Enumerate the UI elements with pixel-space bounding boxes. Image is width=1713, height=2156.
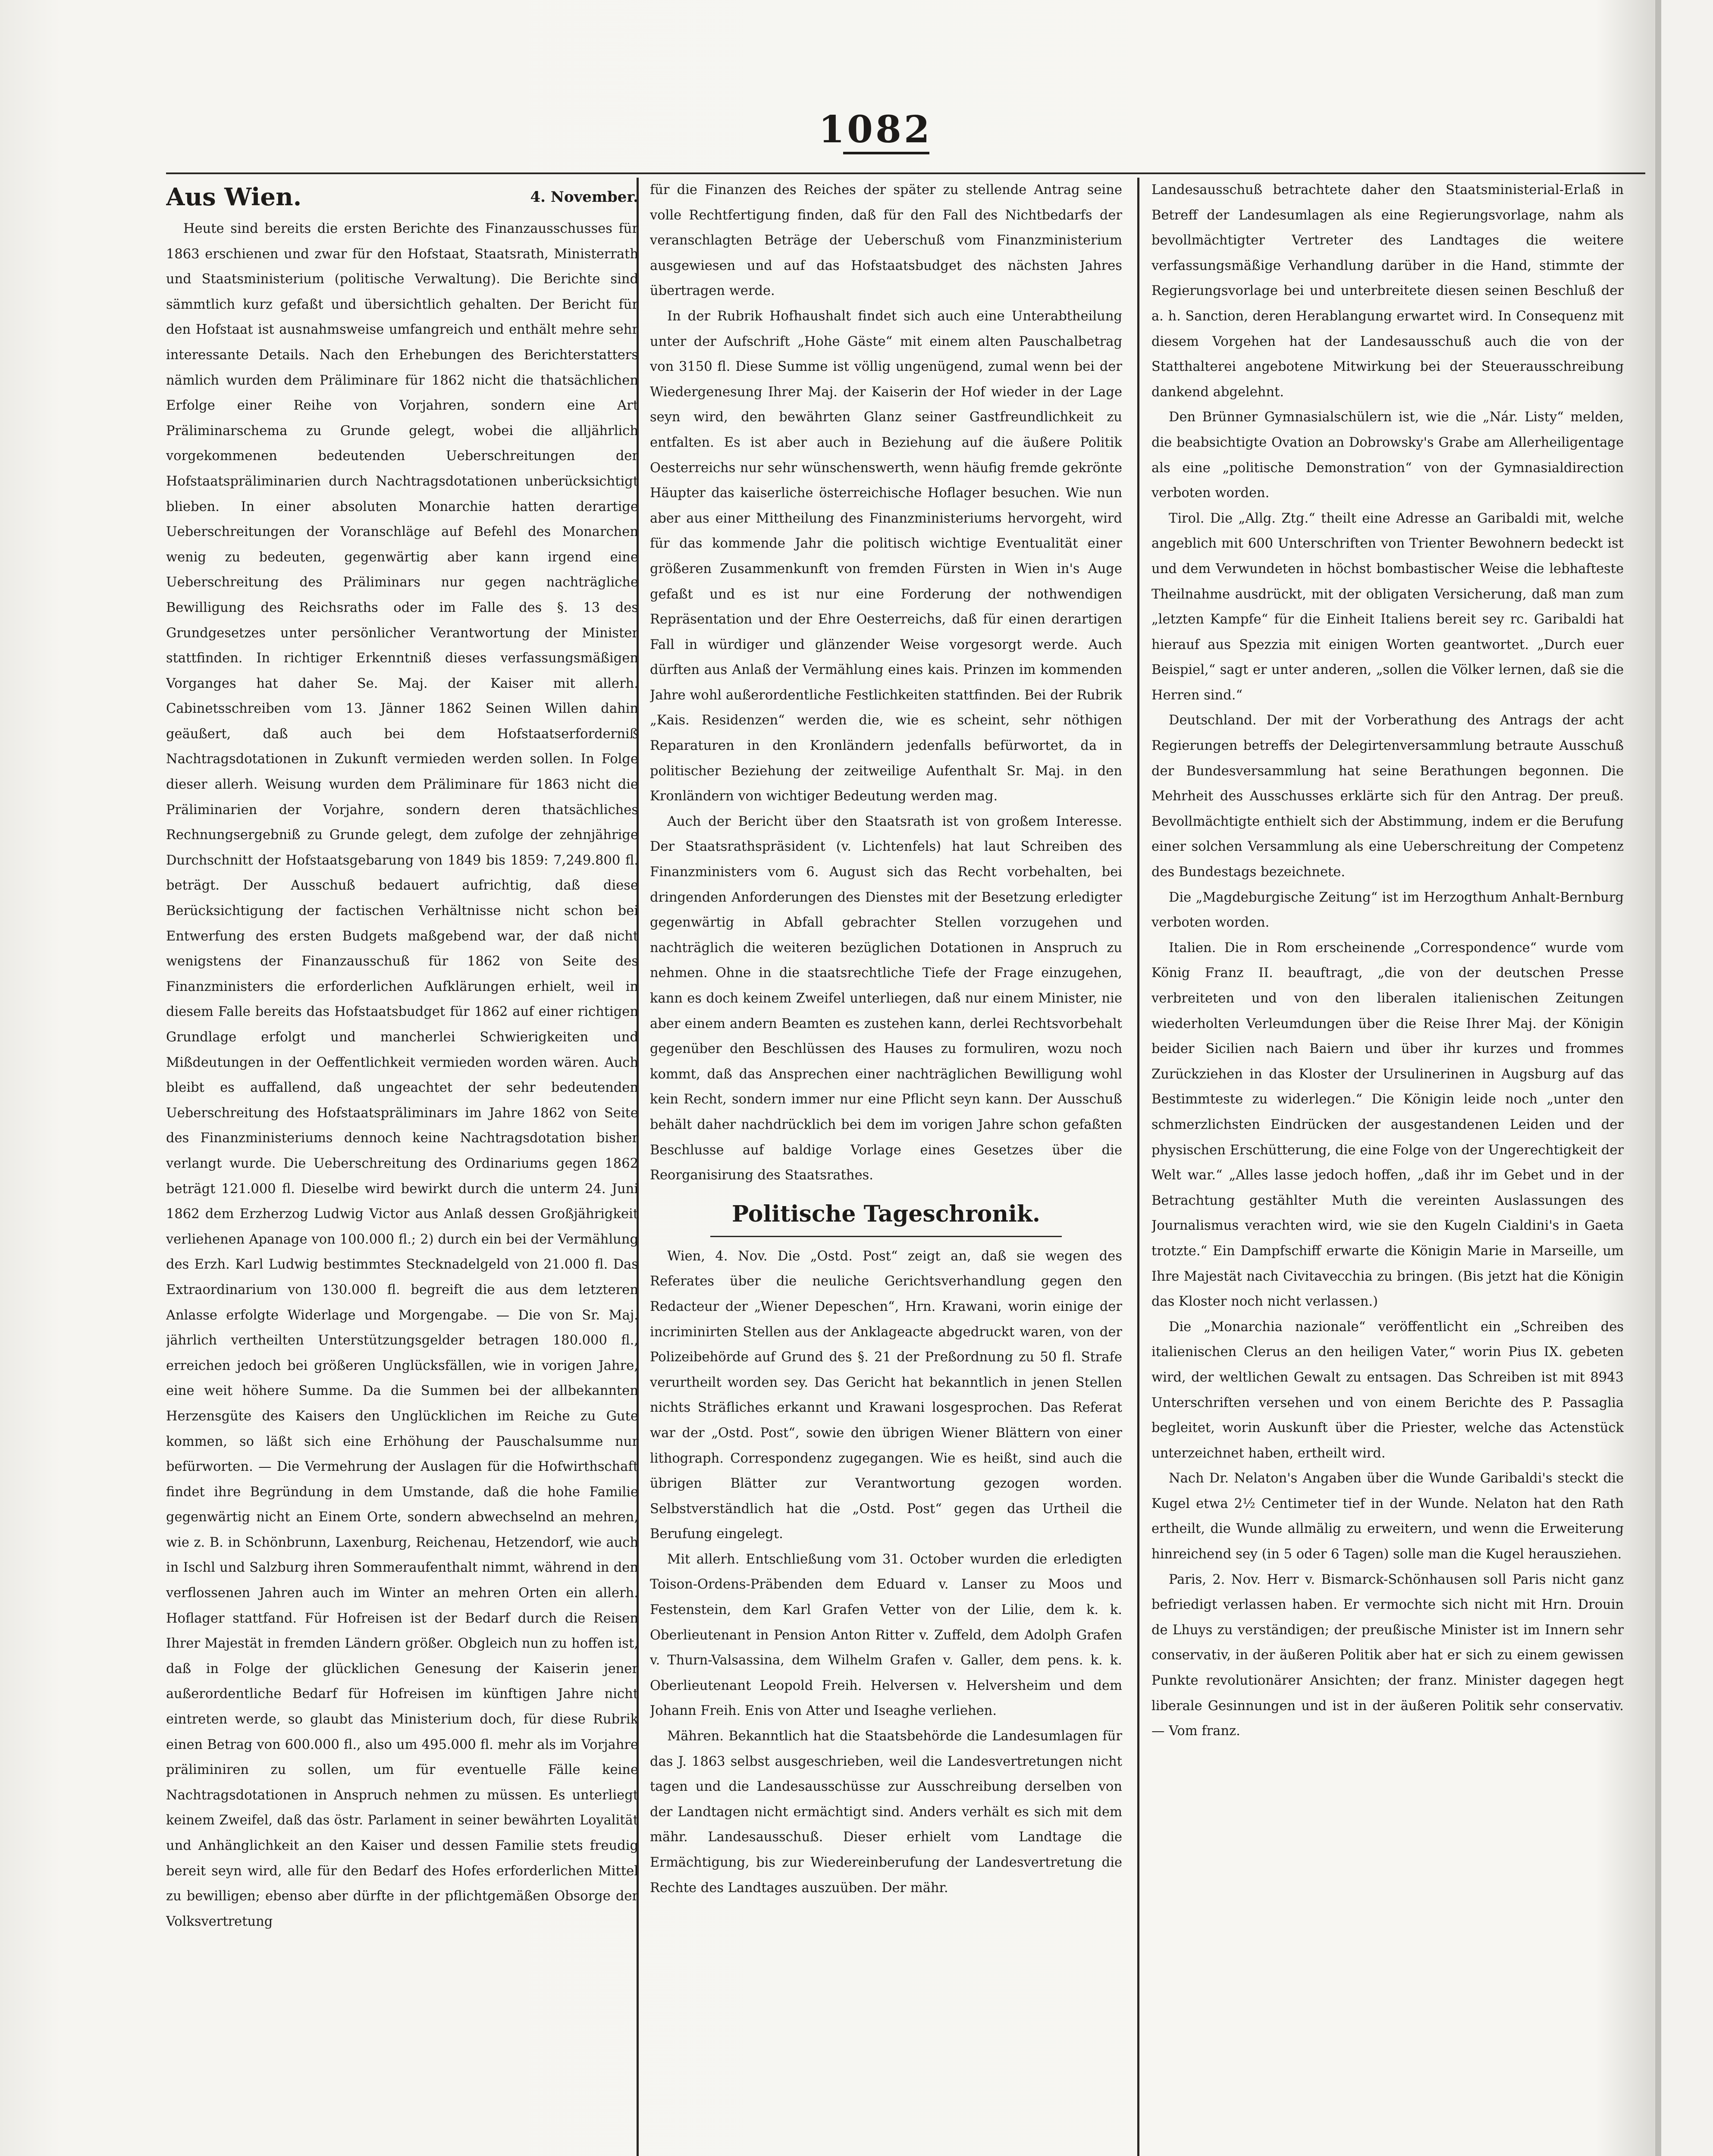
top-rule	[166, 172, 1645, 174]
section-title: Aus Wien.	[166, 183, 302, 211]
paragraph: Mähren. Bekanntlich hat die Staatsbehörde die Landesumlagen für das J. 1863 selbst ausgeschrieben, weil die Landesvertretungen nicht tagen und die Landesausschüsse zur Ausschreibung derselben von der Landtagen nicht ermächtigt sind. Anders verhält es sich mit dem mähr. Landesausschuß. Dieser erhielt vom Landtage die Ermächtigung, bis zur Wiedereinberufung der Landesvertretung die Rechte des Landtages auszuüben. Der mähr.	[650, 1729, 1122, 1896]
paragraph: Heute sind bereits die ersten Berichte des Finanzausschusses für 1863 erschienen und zwar für den Hofstaat, Staatsrath, Ministerrath und Staatsministerium (politische Verwaltung). Die Berichte sind sämmtlich kurz gefaßt und übersichtlich gehalten. Der Bericht für den Hofstaat ist ausnahmsweise umfangreich und enthält mehre sehr interessante Details. Nach den Erhebungen des Berichterstatters nämlich wurden dem Präliminare für 1862 nicht die thatsächlichen Erfolge einer Reihe von Vorjahren, sondern eine Art Präliminarschema zu Grunde gelegt, wobei die alljährlich vorgekommenen bedeutenden Ueberschreitungen der Hofstaatspräliminarien durch Nachtragsdotationen unberücksichtigt blieben. In einer absoluten Monarchie hatten derartige Ueberschreitungen der Voranschläge auf Befehl des Monarchen wenig zu bedeuten, gegenwärtig aber kann irgend eine Ueberschreitung des Präliminars nur gegen nachträgliche Bewilligung des Reichsraths oder im Falle des §. 13 des Grundgesetzes unter persönlicher Verantwortung der Minister stattfinden. In richtiger Erkenntniß dieses verfassungsmäßigen Vorganges hat daher Se. Maj. der Kaiser mit allerh. Cabinetsschreiben vom 13. Jänner 1862 Seinen Willen dahin geäußert, daß auch bei dem Hofstaatserforderniß Nachtragsdotationen in Zukunft vermieden werden sollen. In Folge dieser allerh. Weisung wurden dem Präliminare für 1863 nicht die Präliminarien der Vorjahre, sondern deren thatsächliches Rechnungsergebniß zu Grunde gelegt, dem zufolge der zehnjährige Durchschnitt der Hofstaatsgebarung von 1849 bis 1859: 7,249.800 fl. beträgt. Der Ausschuß bedauert aufrichtig, daß diese Berücksichtigung der factischen Verhältnisse nicht schon bei Entwerfung des ersten Budgets maßgebend war, der daß nicht wenigstens der Finanzausschuß für 1862 von Seite des Finanzministers die erforderlichen Aufklärungen erhielt, weil in diesem Falle bereits das Hofstaatsbudget für 1862 auf einer richtigen Grundlage erfolgt und mancherlei Schwierigkeiten und Mißdeutungen in der Oeffentlichkeit vermieden worden wären. Auch bleibt es auffallend, daß ungeachtet der sehr bedeutenden Ueberschreitung des Hofstaatspräliminars im Jahre 1862 von Seite des Finanzministeriums dennoch keine Nachtragsdotation bisher verlangt wurde. Die Ueberschreitung des Ordinariums gegen 1862 beträgt 121.000 fl. Dieselbe wird bewirkt durch die unterm 24. Juni 1862 dem Erzherzog Ludwig Victor aus Anlaß dessen Großjährigkeit verliehenen Apanage von 100.000 fl.; 2) durch ein bei der Vermählung des Erzh. Karl Ludwig bestimmtes Stecknadelgeld von 21.000 fl. Das Extraordinarium von 130.000 fl. begreift die aus dem letzteren Anlasse erfolgte Widerlage und Morgengabe. — Die von Sr. Maj. jährlich vertheilten Unterstützungsgelder betragen 180.000 fl., erreichen jedoch bei größeren Unglücksfällen, wie in vorigen Jahre, eine weit höhere Summe. Da die Summen bei der allbekannten Herzensgüte des Kaisers den Unglücklichen im Reiche zu Gute kommen, so läßt sich eine Erhöhung der Pauschalsumme nur befürworten. — Die Vermehrung der Auslagen für die Hofwirthschaft findet ihre Begründung in dem Umstande, daß die hohe Familie gegenwärtig nicht an Einem Orte, sondern abwechselnd an mehren, wie z. B. in Schönbrunn, Laxenburg, Reichenau, Hetzendorf, wie auch in Ischl und Salzburg ihren Sommeraufenthalt nimmt, während in den verflossenen Jahren auch im Winter an mehren Orten ein allerh. Hoflager stattfand. Für Hofreisen ist der Bedarf durch die Reisen Ihrer Majestät in fremden Ländern größer. Obgleich nun zu hoffen ist, daß in Folge der glücklichen Genesung der Kaiserin jener außerordentliche Bedarf für Hofreisen im künftigen Jahre nicht eintreten werde, so glaubt das Ministerium doch, für diese Rubrik einen Betrag von 600.000 fl., also um 495.000 fl. mehr als im Vorjahre präliminiren zu sollen, um für eventuelle Fälle keine Nachtragsdotationen in Anspruch nehmen zu müssen. Es unterliegt keinem Zweifel, daß das östr. Parlament in seiner bewährten Loyalität und Anhänglichkeit an den Kaiser und dessen Familie stets freudig bereit seyn wird, alle für den Bedarf des Hofes erforderlichen Mittel zu bewilligen; ebenso aber dürfte in der pflichtgemäßen Obsorge der Volksvertretung	[166, 221, 638, 1929]
paragraph: Die „Monarchia nazionale“ veröffentlicht ein „Schreiben des italienischen Clerus an den heiligen Vater,“ worin Pius IX. gebeten wird, der weltlichen Gewalt zu entsagen. Das Schreiben ist mit 8943 Unterschriften versehen und von einem Berichte des P. Passaglia begleitet, worin Auskunft über die Priester, welche das Actenstück unterzeichnet haben, ertheilt wird.	[1151, 1319, 1624, 1461]
paragraph: Auch der Bericht über den Staatsrath ist von großem Interesse. Der Staatsrathspräsident (v. Lichtenfels) hat laut Schreiben des Finanzministers vom 6. August sich das Recht vorbehalten, bei dringenden Anforderungen des Dienstes mit der Besetzung erledigter gegenwärtig in Abfall gebrachter Stellen vorzugehen und nachträglich die weiteren bezüglichen Dotationen in Anspruch zu nehmen. Ohne in die staatsrechtliche Tiefe der Frage einzugehen, kann es doch keinem Zweifel unterliegen, daß nur einem Minister, nie aber einem andern Beamten es zustehen kann, derlei Rechtsvorbehalt gegenüber den Beschlüssen des Hauses zu formuliren, wozu noch kommt, daß das Ansprechen einer nachträglichen Bewilligung wohl kein Recht, sondern immer nur eine Pflicht seyn kann. Der Ausschuß behält daher nachdrücklich bei dem im vorigen Jahre schon gefaßten Beschlusse auf baldige Vorlage eines Gesetzes über die Reorganisirung des Staatsrathes.	[650, 814, 1122, 1183]
paragraph: Italien. Die in Rom erscheinende „Correspondence“ wurde vom König Franz II. beauftragt, „die von der deutschen Presse verbreiteten und von den liberalen italienischen Zeitungen wiederholten Verleumdungen über die Reise Ihrer Maj. der Königin beider Sicilien nach Baiern und über ihr kurzes und frommes Zurückziehen in das Kloster der Ursulinerinen in Augsburg auf das Bestimmteste zu widerlegen.“ Die Königin leide noch „unter den schmerzlichsten Eindrücken der ausgestandenen Leiden und der physischen Erschütterung, die eine Folge von der Ungerechtigkeit der Welt war.“ „Alles lasse jedoch hoffen, „daß ihr im Gebet und in der Betrachtung gestählter Muth die vereinten Auslassungen des Journalismus verachten wird, wie sie den Kugeln Cialdini's in Gaeta trotzte.“ Ein Dampfschiff erwarte die Königin Marie in Marseille, um Ihre Majestät nach Civitavecchia zu bringen. (Bis jetzt hat die Königin das Kloster noch nicht verlassen.)	[1151, 940, 1624, 1310]
column-2	[650, 178, 1122, 2156]
paragraph: Landesausschuß betrachtete daher den Staatsministerial-Erlaß in Betreff der Landesumlagen als eine Regierungsvorlage, nahm als bevollmächtigter Vertreter des Landtages die weitere verfassungsmäßige Verhandlung darüber in die Hand, stimmte der Regierungsvorlage bei und unterbreitete diesen seinen Beschluß der a. h. Sanction, deren Herablangung erwartet wird. In Consequenz mit diesem Vorgehen hat der Landesausschuß auch die von der Statthalterei angebotene Mitwirkung bei der Steuerausschreibung dankend abgelehnt.	[1151, 182, 1624, 400]
paragraph: Wien, 4. Nov. Die „Ostd. Post“ zeigt an, daß sie wegen des Referates über die neuliche Gerichtsverhandlung gegen den Redacteur der „Wiener Depeschen“, Hrn. Krawani, worin einige der incriminirten Stellen aus der Anklageacte abgedruckt waren, von der Polizeibehörde auf Grund des §. 21 der Preßordnung zu 50 fl. Strafe verurtheilt worden sey. Das Gericht hat bekanntlich in jenen Stellen nichts Sträfliches erkannt und Krawani losgesprochen. Das Referat war der „Ostd. Post“, sowie den übrigen Wiener Blättern von einer lithograph. Correspondenz zugegangen. Wie es heißt, sind auch die übrigen Blätter zur Verantwortung gezogen worden. Selbstverständlich hat die „Ostd. Post“ gegen das Urtheil die Berufung eingelegt.	[650, 1248, 1122, 1542]
paragraph: Mit allerh. Entschließung vom 31. October wurden die erledigten Toison-Ordens-Präbenden dem Eduard v. Lanser zu Moos und Festenstein, dem Karl Grafen Vetter von der Lilie, dem k. k. Oberlieutenant in Pension Anton Ritter v. Zuffeld, dem Adolph Grafen v. Thurn-Valsassina, dem Wilhelm Grafen v. Galler, dem pens. k. k. Oberlieutenant Leopold Freih. Helversen v. Helversheim und dem Johann Freih. Enis von Atter und Iseaghe verliehen.	[650, 1551, 1122, 1719]
paragraph: Die „Magdeburgische Zeitung“ ist im Herzogthum Anhalt-Bernburg verboten worden.	[1151, 890, 1624, 931]
section-heading-aus-wien	[166, 178, 638, 216]
section-heading-politische-tageschronik: Politische Tageschronik.	[710, 1193, 1062, 1237]
column-3	[1151, 178, 1624, 2156]
paragraph: für die Finanzen des Reiches der später zu stellende Antrag seine volle Rechtfertigung finden, daß für den Fall des Nichtbedarfs der veranschlagten Beträge der Ueberschuß vom Finanzministerium ausgewiesen und auf das Hofstaatsbudget des nächsten Jahres übertragen werde.	[650, 182, 1122, 299]
paragraph: Nach Dr. Nelaton's Angaben über die Wunde Garibaldi's steckt die Kugel etwa 2½ Centimeter tief in der Wunde. Nelaton hat den Rath ertheilt, die Wunde allmälig zu erweitern, und wenn die Erweiterung hinreichend sey (in 5 oder 6 Tagen) solle man die Kugel herausziehen.	[1151, 1471, 1624, 1562]
paragraph: Tirol. Die „Allg. Ztg.“ theilt eine Adresse an Garibaldi mit, welche angeblich mit 600 Unterschriften von Trienter Bewohnern bedeckt ist und dem Verwundeten in höchst bombastischer Weise die lebhafteste Theilnahme ausdrückt, mit der obligaten Versicherung, daß man zum „letzten Kampfe“ für die Einheit Italiens bereit sey rc. Garibaldi hat hierauf aus Spezzia mit einigen Worten geantwortet. „Durch euer Beispiel,“ sagt er unter anderen, „sollen die Völker lernen, daß sie die Herren sind.“	[1151, 511, 1624, 703]
column-separator-2	[1137, 178, 1139, 2156]
page-edge-shadow	[1655, 0, 1661, 2156]
column-1	[166, 178, 638, 2156]
paragraph: Deutschland. Der mit der Vorberathung des Antrags der acht Regierungen betreffs der Delegirtenversammlung betraute Ausschuß der Bundesversammlung hat seine Berathungen begonnen. Die Mehrheit des Ausschusses erklärte sich für den Antrag. Der preuß. Bevollmächtigte enthielt sich der Abstimmung, indem er die Berufung einer solchen Versammlung als eine Ueberschreitung der Competenz des Bundestags bezeichnete.	[1151, 713, 1624, 880]
page-number: 1082	[819, 108, 932, 151]
paragraph: Den Brünner Gymnasialschülern ist, wie die „Nár. Listy“ melden, die beabsichtigte Ovation an Dobrowsky's Grabe am Allerheiligentage als eine „politische Demonstration“ von der Gymnasialdirection verboten worden.	[1151, 410, 1624, 501]
section-date: 4. November.	[530, 188, 638, 206]
paragraph: In der Rubrik Hofhaushalt findet sich auch eine Unterabtheilung unter der Aufschrift „Hohe Gäste“ mit einem alten Pauschalbetrag von 3150 fl. Diese Summe ist völlig ungenügend, zumal wenn bei der Wiedergenesung Ihrer Maj. der Kaiserin der Hof wieder in der Lage seyn wird, den bewährten Glanz seiner Gastfreundlichkeit zu entfalten. Es ist aber auch in Beziehung auf die äußere Politik Oesterreichs nur sehr wünschenswerth, wenn häufig fremde gekrönte Häupter das kaiserliche österreichische Hoflager besuchen. Wie nun aber aus einer Mittheilung des Finanzministeriums hervorgeht, wird für das kommende Jahr die politisch wichtige Eventualität einer größeren Zusammenkunft von fremden Fürsten in Wien in's Auge gefaßt und es ist nur eine Forderung der nothwendigen Repräsentation und der Ehre Oesterreichs, daß für einen derartigen Fall in würdiger und glänzender Weise vorgesorgt werde. Auch dürften aus Anlaß der Vermählung eines kais. Prinzen im kommenden Jahre wohl außerordentliche Festlichkeiten stattfinden. Bei der Rubrik „Kais. Residenzen“ werden die, wie es scheint, sehr nöthigen Reparaturen in den Kronländern jedenfalls befürwortet, da in politischer Beziehung der zeitweilige Aufenthalt Sr. Maj. in den Kronländern von wichtiger Bedeutung werden mag.	[650, 308, 1122, 804]
paragraph: Paris, 2. Nov. Herr v. Bismarck-Schönhausen soll Paris nicht ganz befriedigt verlassen haben. Er vermochte sich nicht mit Hrn. Drouin de Lhuys zu verständigen; der preußische Minister ist im Innern sehr conservativ, in der äußeren Politik aber hat er sich zu einem gewissen Punkte revolutionärer Ansichten; der franz. Minister dagegen hegt liberale Gesinnungen und ist in der äußeren Politik sehr conservativ. — Vom franz.	[1151, 1572, 1624, 1739]
page-number-rule	[843, 152, 929, 154]
